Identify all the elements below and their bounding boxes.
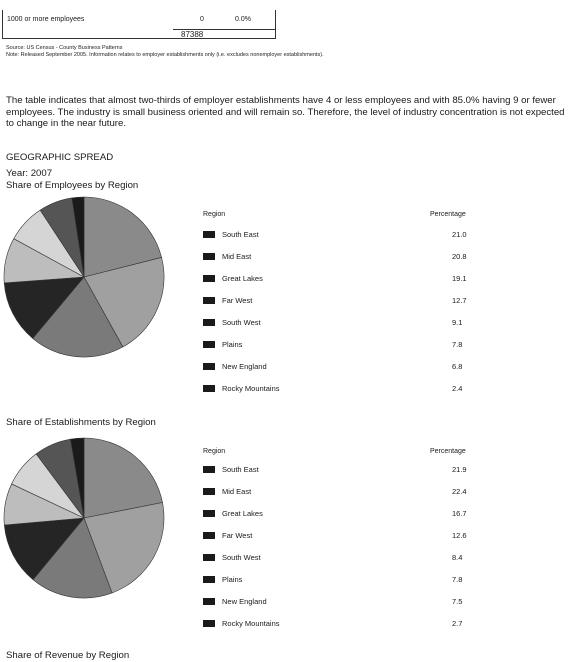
legend-label: South West: [222, 553, 261, 562]
year-label: Year: 2007: [6, 168, 53, 179]
legend-swatch: [203, 532, 215, 539]
legend-swatch: [203, 466, 215, 473]
legend-value: 22.4: [452, 487, 467, 496]
note-line: Note: Released September 2005. Information relates to employer establishments only (i.e. excludes nonemployer establishments).: [6, 51, 324, 58]
legend-swatch: [203, 253, 215, 260]
employee-size-table: [2, 10, 276, 39]
legend-value: 7.5: [452, 597, 463, 606]
source-line: Source: US Census - County Business Patterns: [6, 45, 123, 51]
row-label: 1000 or more employees: [7, 16, 85, 23]
legend-value: 8.4: [452, 553, 463, 562]
chart-title-revenue: Share of Revenue by Region: [6, 650, 130, 661]
total-count: 87388: [181, 30, 204, 39]
legend-value: 16.7: [452, 509, 467, 518]
legend-label: South East: [222, 465, 259, 474]
legend-swatch: [203, 554, 215, 561]
legend-label: New England: [222, 597, 267, 606]
chart-title-employees: Share of Employees by Region: [6, 180, 139, 191]
legend-value: 12.7: [452, 296, 467, 305]
employees-pie-chart: [2, 195, 167, 360]
legend-value: 2.4: [452, 384, 463, 393]
legend-swatch: [203, 319, 215, 326]
legend-swatch: [203, 275, 215, 282]
legend-value: 21.0: [452, 230, 467, 239]
source-note: [6, 45, 324, 58]
legend-value: 6.8: [452, 362, 463, 371]
legend-label: Mid East: [222, 487, 252, 496]
legend-label: South West: [222, 318, 261, 327]
legend-value: 21.9: [452, 465, 467, 474]
legend-swatch: [203, 510, 215, 517]
legend-label: Great Lakes: [222, 274, 263, 283]
row-percent: 0.0%: [235, 16, 251, 23]
chart-title-establishments: Share of Establishments by Region: [6, 417, 156, 428]
legend-label: Plains: [222, 575, 243, 584]
establishments-pie-chart: [2, 436, 167, 601]
legend-swatch: [203, 385, 215, 392]
legend-value: 7.8: [452, 340, 463, 349]
legend-header-percentage: Percentage: [430, 448, 466, 455]
legend-label: Far West: [222, 531, 253, 540]
legend-swatch: [203, 297, 215, 304]
analysis-paragraph: The table indicates that almost two-thirds of employer establishments have 4 or less employees and with 85.0% having 9 or fewer employees. The industry is small business oriented and will remain so. Therefore, the level of industry concentration is not expected to change in the near future.: [6, 95, 565, 129]
legend-swatch: [203, 341, 215, 348]
legend-label: Rocky Mountains: [222, 384, 280, 393]
legend-value: 12.6: [452, 531, 467, 540]
legend-swatch: [203, 598, 215, 605]
legend-label: Plains: [222, 340, 243, 349]
row-count: 0: [200, 16, 204, 23]
legend-label: South East: [222, 230, 259, 239]
legend-swatch: [203, 488, 215, 495]
legend-value: 20.8: [452, 252, 467, 261]
legend-value: 2.7: [452, 619, 463, 628]
legend-swatch: [203, 231, 215, 238]
legend-label: Rocky Mountains: [222, 619, 280, 628]
legend-label: Great Lakes: [222, 509, 263, 518]
legend-header-region: Region: [203, 211, 226, 218]
legend-header-percentage: Percentage: [430, 211, 466, 218]
section-heading: GEOGRAPHIC SPREAD: [6, 152, 114, 163]
legend-label: Mid East: [222, 252, 252, 261]
legend-swatch: [203, 620, 215, 627]
legend-swatch: [203, 576, 215, 583]
legend-header-region: Region: [203, 448, 226, 455]
legend-value: 19.1: [452, 274, 467, 283]
legend-label: New England: [222, 362, 267, 371]
legend-swatch: [203, 363, 215, 370]
legend-value: 7.8: [452, 575, 463, 584]
legend-label: Far West: [222, 296, 253, 305]
legend-value: 9.1: [452, 318, 463, 327]
